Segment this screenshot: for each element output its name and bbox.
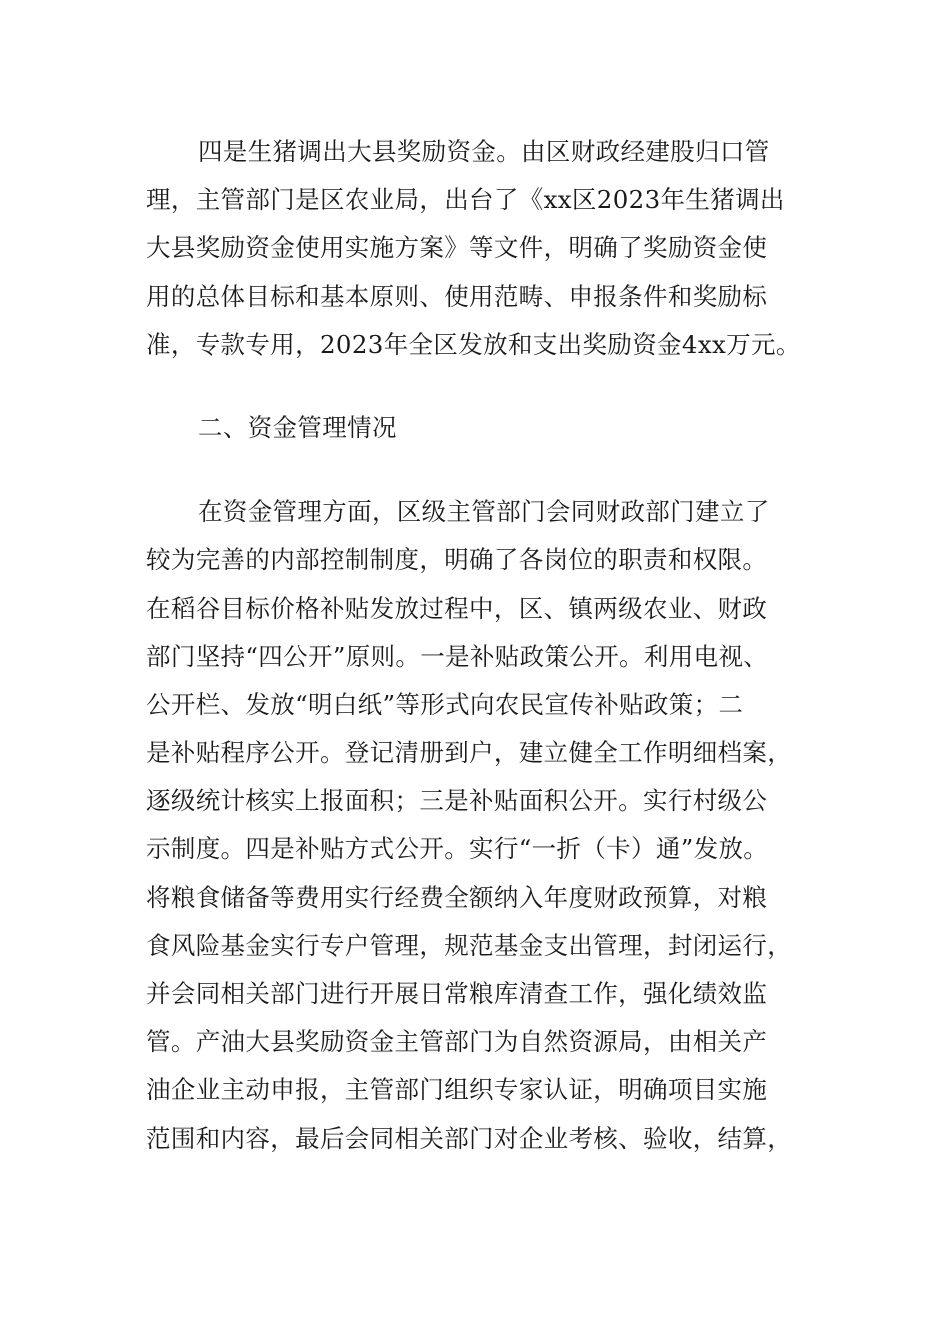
paragraph-line: 公开栏、发放“明白纸”等形式向农民宣传补贴政策；二 xyxy=(146,689,744,719)
paragraph-line: 准，专款专用，2023年全区发放和支出奖励资金4xx万元。 xyxy=(146,329,801,359)
paragraph-line: 油企业主动申报，主管部门组织专家认证，明确项目实施 xyxy=(146,1075,768,1105)
paragraph-fund-management xyxy=(146,488,806,1163)
paragraph-line: 范围和内容，最后会同相关部门对企业考核、验收，结算， xyxy=(146,1123,793,1153)
paragraph-line: 逐级统计核实上报面积；三是补贴面积公开。实行村级公 xyxy=(146,786,768,816)
paragraph-line: 较为完善的内部控制制度，明确了各岗位的职责和权限。 xyxy=(146,545,768,575)
section-heading xyxy=(146,404,806,452)
paragraph-line: 管。产油大县奖励资金主管部门为自然资源局，由相关产 xyxy=(146,1027,768,1057)
paragraph-line: 理，主管部门是区农业局，出台了《xx区2023年生猪调出 xyxy=(146,185,785,215)
paragraph-line: 在资金管理方面，区级主管部门会同财政部门建立了 xyxy=(198,497,770,527)
paragraph-pig-reward-fund xyxy=(146,128,806,369)
paragraph-line: 并会同相关部门进行开展日常粮库清查工作，强化绩效监 xyxy=(146,979,768,1008)
paragraph-line: 大县奖励资金使用实施方案》等文件，明确了奖励资金使 xyxy=(146,233,768,263)
paragraph-line: 四是生猪调出大县奖励资金。由区财政经建股归口管 xyxy=(198,137,770,166)
paragraph-line: 在稻谷目标价格补贴发放过程中，区、镇两级农业、财政 xyxy=(146,593,768,623)
section-heading-text: 二、资金管理情况 xyxy=(198,412,397,442)
paragraph-line: 部门坚持“四公开”原则。一是补贴政策公开。利用电视、 xyxy=(146,641,769,671)
paragraph-line: 用的总体目标和基本原则、使用范畴、申报条件和奖励标 xyxy=(146,281,768,311)
paragraph-line: 示制度。四是补贴方式公开。实行“一折（卡）通”发放。 xyxy=(146,834,769,864)
paragraph-line: 将粮食储备等费用实行经费全额纳入年度财政预算，对粮 xyxy=(146,882,768,912)
paragraph-line: 食风险基金实行专户管理，规范基金支出管理，封闭运行， xyxy=(146,930,793,960)
document-body xyxy=(146,128,806,1163)
paragraph-line: 是补贴程序公开。登记清册到户，建立健全工作明细档案， xyxy=(146,738,793,768)
